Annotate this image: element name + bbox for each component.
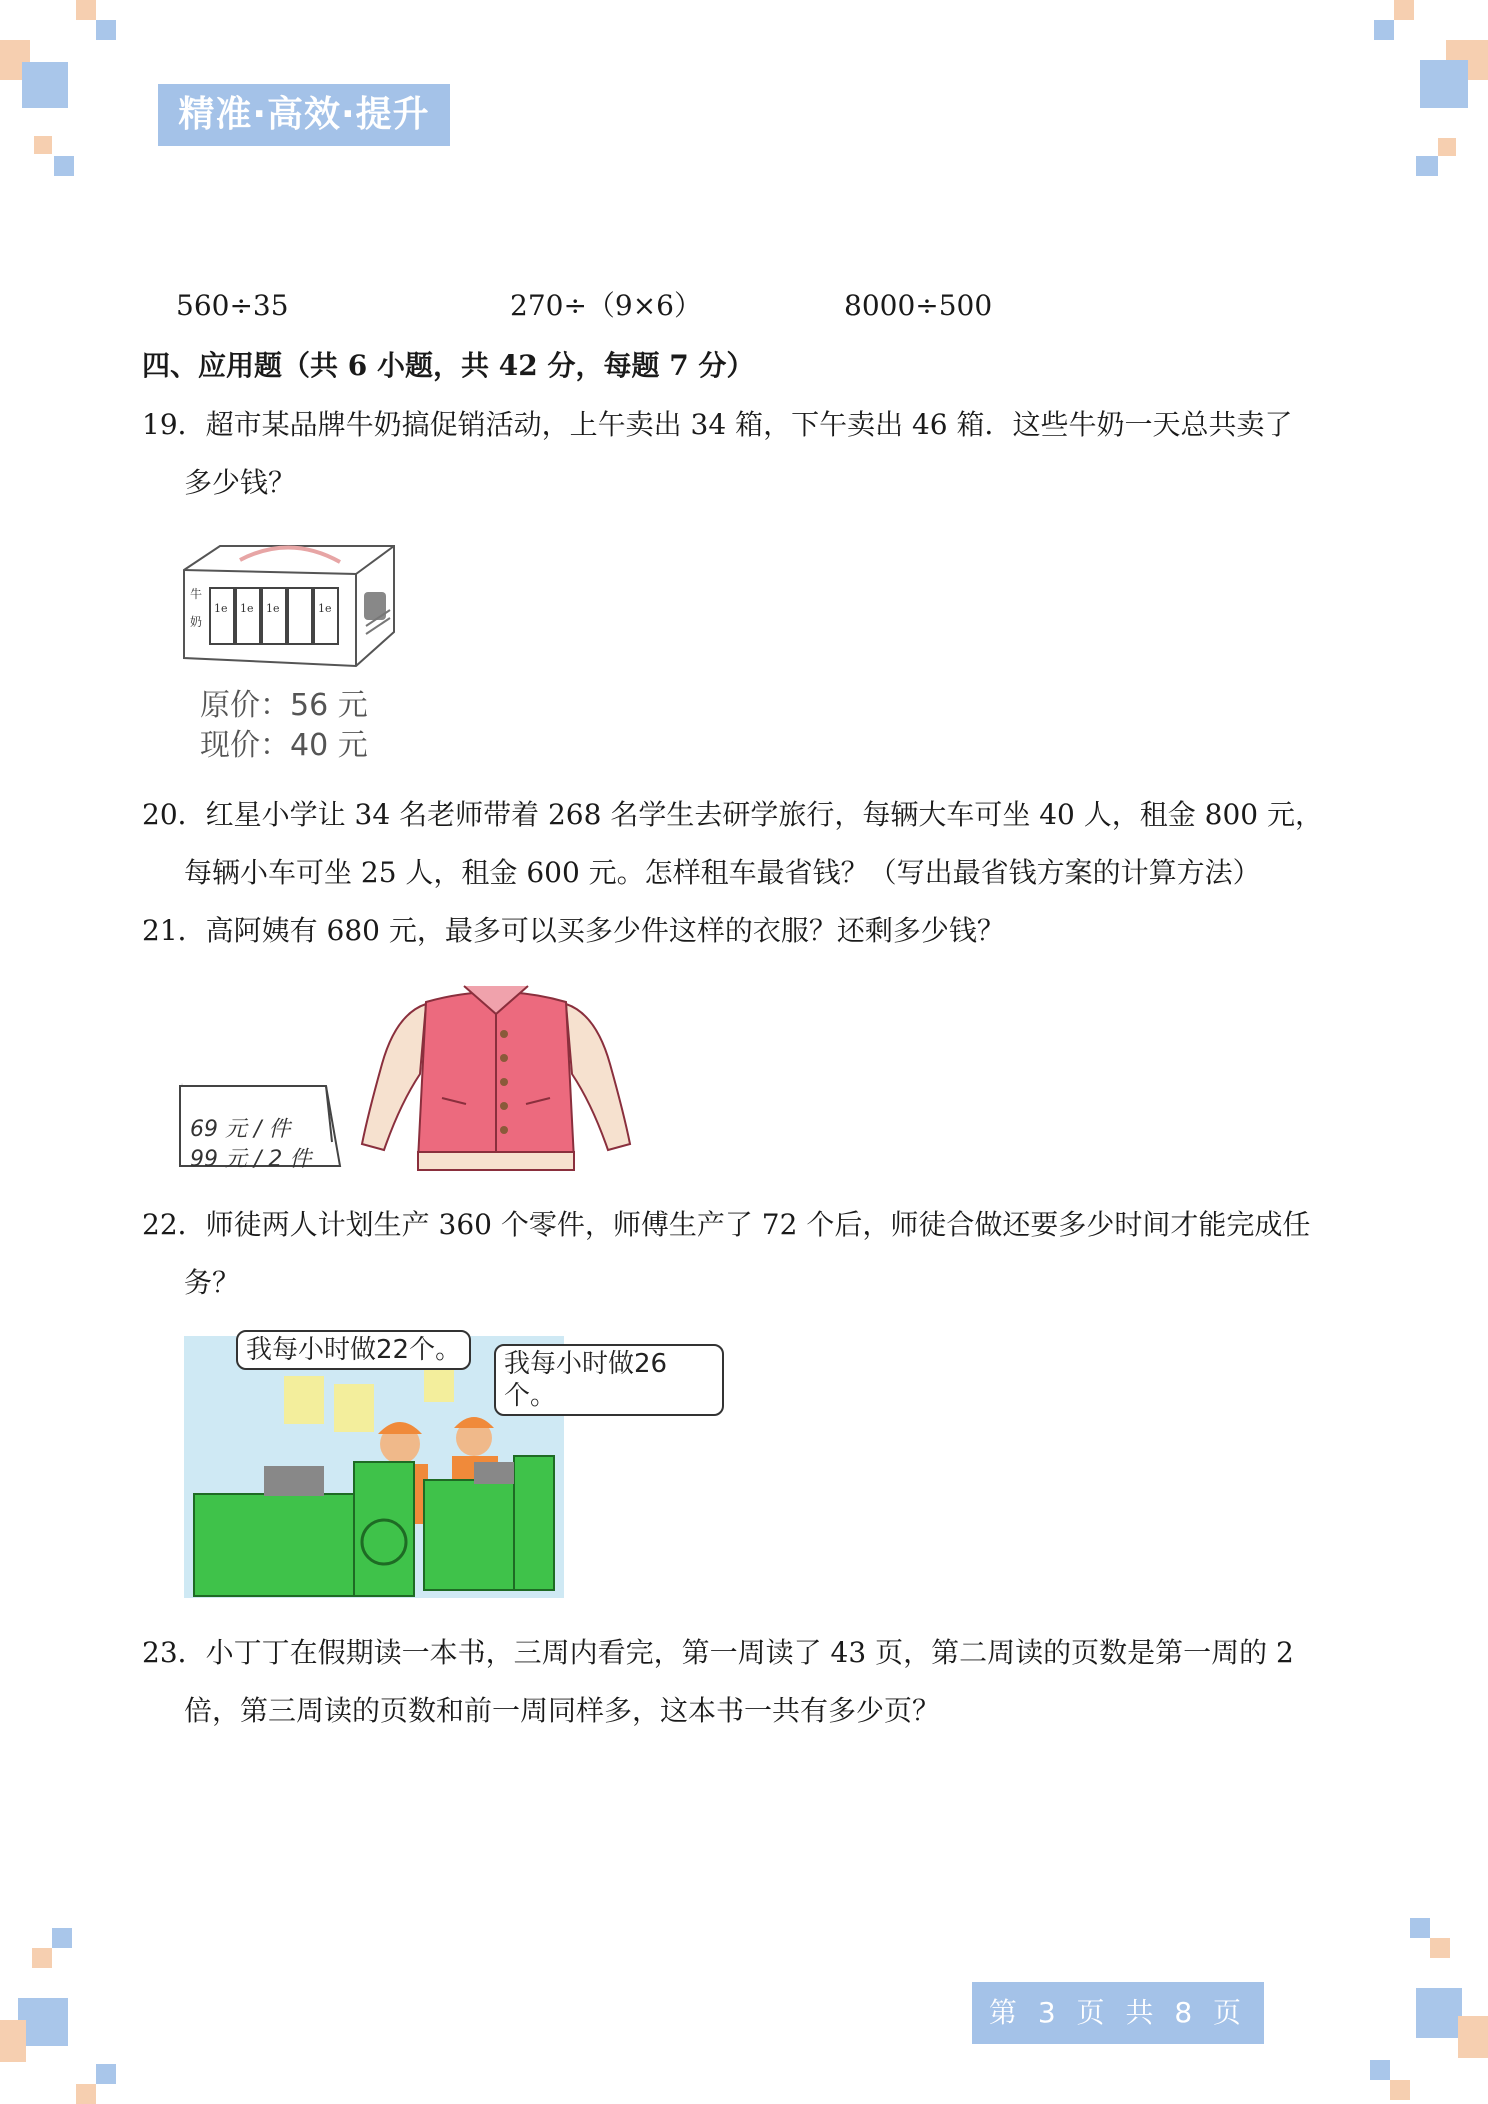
svg-text:牛: 牛 [190,587,203,601]
question-23 [142,1624,1362,1740]
question-number: 21． [142,914,206,947]
question-text-line1: 超市某品牌牛奶搞促销活动，上午卖出 34 箱，下午卖出 46 箱．这些牛奶一天总共卖了 [205,408,1293,441]
question-text-line2: 倍，第三周读的页数和前一周同样多，这本书一共有多少页？ [184,1694,941,1727]
question-number: 22． [142,1208,206,1241]
jacket-figure [176,974,636,1184]
question-text-line1: 师徒两人计划生产 360 个零件，师傅生产了 72 个后，师徒合做还要多少时间才能完成任 [205,1208,1311,1241]
price-now: 现价：40 元 [200,728,368,763]
calc-item-2: 270÷（9×6） [510,289,702,322]
svg-text:1e: 1e [240,602,254,615]
question-number: 20． [142,798,206,831]
svg-text:1e: 1e [266,602,280,615]
calc-item-3: 8000÷500 [844,289,993,322]
question-text-line2: 多少钱？ [184,466,297,499]
question-number: 19． [142,408,206,441]
milk-box-illustration [180,540,410,680]
question-19 [142,396,1362,512]
page-number-badge: 第 3 页 共 8 页 [972,1982,1264,2044]
speech-bubble-left: 我每小时做22个。 [236,1330,471,1370]
question-text-line1: 高阿姨有 680 元，最多可以买多少件这样的衣服？还剩多少钱？ [205,914,1005,947]
svg-text:奶: 奶 [190,615,203,629]
question-text-line1: 红星小学让 34 名老师带着 268 名学生去研学旅行，每辆大车可坐 40 人，租金 800 元， [205,798,1323,831]
question-20 [142,786,1362,902]
question-text-line2: 务？ [184,1266,241,1299]
question-22 [142,1196,1362,1312]
speech-bubble-right: 我每小时做26个。 [494,1344,724,1416]
jacket-illustration [356,974,636,1184]
question-21 [142,902,1362,960]
workers-figure [184,1326,724,1606]
price-original: 原价：56 元 [200,688,368,723]
svg-text:1e: 1e [214,602,228,615]
milk-box-figure [180,540,410,770]
section-title: 四、应用题（共 6 小题，共 42 分，每题 7 分） [142,349,755,382]
tag-line1: 69 元 / 件 [190,1117,291,1142]
calc-item-1: 560÷35 [176,289,289,322]
header-badge: 精准·高效·提升 [158,84,450,146]
question-number: 23． [142,1636,206,1669]
question-text-line2: 每辆小车可坐 25 人，租金 600 元。怎样租车最省钱？（写出最省钱方案的计算方法） [184,856,1261,889]
tag-line2: 99 元 / 2 件 [190,1147,312,1172]
question-text-line1: 小丁丁在假期读一本书，三周内看完，第一周读了 43 页，第二周读的页数是第一周的 2 [205,1636,1294,1669]
svg-text:1e: 1e [318,602,332,615]
